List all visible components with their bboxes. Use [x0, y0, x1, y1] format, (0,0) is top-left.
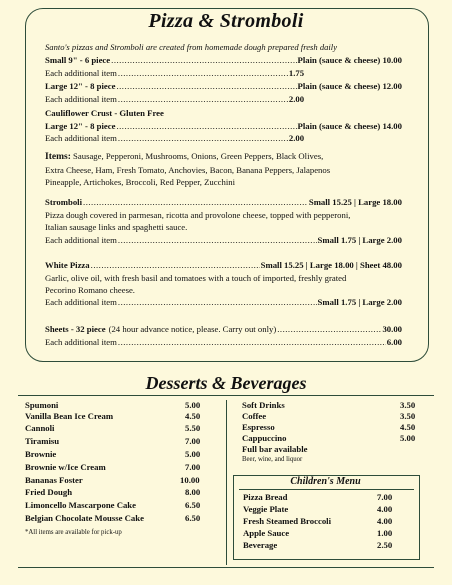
dot-leader — [118, 337, 386, 347]
dot-leader — [118, 235, 317, 245]
gluten-free-line — [45, 121, 402, 132]
item-price: 4.50 — [185, 411, 201, 421]
pizza-section-title: Pizza & Stromboli — [148, 10, 304, 32]
white-pizza-add-label: Each additional item — [45, 297, 117, 307]
item-name: Cannoli — [25, 423, 55, 433]
items-text-2: Extra Cheese, Ham, Fresh Tomato, Anchovies, Bacon, Banana Peppers, Jalapenos — [45, 164, 331, 175]
large-add-line — [45, 94, 402, 105]
list-item — [243, 540, 413, 551]
list-item — [25, 411, 210, 422]
item-price: 5.00 — [185, 449, 201, 459]
item-name: Pizza Bread — [243, 492, 288, 502]
item-price: 5.00 — [185, 400, 201, 410]
list-item — [242, 411, 422, 422]
item-name: Vanilla Bean Ice Cream — [25, 411, 114, 421]
item-name: Espresso — [242, 422, 275, 432]
gluten-free-add-price: 2.00 — [288, 133, 305, 143]
item-price: 3.50 — [400, 411, 416, 421]
stromboli-desc-1: Pizza dough covered in parmesan, ricotta and provolone cheese, topped with pepperoni, — [45, 210, 351, 220]
item-name: Fried Dough — [25, 487, 73, 497]
gluten-free-heading: Cauliflower Crust - Gluten Free — [45, 108, 164, 118]
small-add-line — [45, 68, 402, 79]
gluten-free-price: Plain (sauce & cheese) 14.00 — [297, 121, 402, 131]
stromboli-line — [45, 197, 402, 208]
list-item — [25, 436, 210, 447]
large-pizza-price: Plain (sauce & cheese) 12.00 — [297, 81, 402, 91]
item-name: Bananas Foster — [25, 475, 83, 485]
list-item — [25, 475, 210, 486]
sheets-label: Sheets - 32 piece — [45, 324, 106, 334]
item-price: 6.50 — [185, 500, 201, 510]
item-name: Full bar available — [242, 444, 308, 454]
gluten-free-add-label: Each additional item — [45, 133, 117, 143]
list-item — [25, 449, 210, 460]
dot-leader — [277, 324, 381, 334]
list-item — [25, 423, 210, 434]
item-name: Belgian Chocolate Mousse Cake — [25, 513, 144, 523]
sheets-line — [45, 324, 402, 335]
topping-items — [45, 150, 405, 189]
dot-leader — [118, 133, 288, 143]
dot-leader — [91, 260, 260, 270]
full-bar-note: Beer, wine, and liquor — [242, 456, 303, 463]
item-name: Tiramisu — [25, 436, 60, 446]
item-name: Apple Sauce — [243, 528, 290, 538]
white-pizza-desc-2: Pecorino Romano cheese. — [45, 285, 135, 295]
list-item — [242, 400, 422, 411]
section-divider-top — [18, 395, 434, 396]
item-price: 7.00 — [377, 492, 393, 502]
item-price: 4.00 — [377, 516, 393, 526]
sheets-note: (24 hour advance notice, please. Carry out only) — [108, 324, 277, 334]
gluten-free-add-line — [45, 133, 402, 144]
dot-leader — [83, 197, 308, 207]
full-bar-label — [242, 444, 422, 455]
white-pizza-add-line — [45, 297, 402, 308]
item-price: 4.00 — [377, 504, 393, 514]
stromboli-add-price: Small 1.75 | Large 2.00 — [317, 235, 402, 245]
large-add-price: 2.00 — [288, 94, 305, 104]
sheets-add-line — [45, 337, 402, 348]
large-add-label: Each additional item — [45, 94, 117, 104]
item-price: 5.00 — [400, 433, 416, 443]
large-pizza-label: Large 12" - 8 piece — [45, 81, 116, 91]
pizza-intro: Santo's pizzas and Stromboli are created from homemade dough prepared fresh daily — [45, 42, 338, 52]
item-price: 3.50 — [400, 400, 416, 410]
children-menu-divider — [239, 489, 414, 490]
dot-leader — [118, 68, 288, 78]
item-price: 10.00 — [180, 475, 200, 485]
item-price: 8.00 — [185, 487, 201, 497]
children-menu-title: Children's Menu — [290, 476, 361, 487]
item-name: Limoncello Mascarpone Cake — [25, 500, 136, 510]
items-text-3: Pineapple, Artichokes, Broccoli, Red Pepper, Zucchini — [45, 177, 236, 188]
dot-leader — [116, 121, 296, 131]
list-item — [25, 500, 210, 511]
item-name: Cappuccino — [242, 433, 287, 443]
item-name: Fresh Steamed Broccoli — [243, 516, 331, 526]
item-name: Brownie — [25, 449, 57, 459]
item-name: Brownie w/Ice Cream — [25, 462, 106, 472]
large-pizza-line — [45, 81, 402, 92]
list-item — [243, 516, 413, 527]
list-item — [25, 462, 210, 473]
stromboli-add-label: Each additional item — [45, 235, 117, 245]
stromboli-desc-2: Italian sausage links and spaghetti sauce. — [45, 222, 188, 232]
small-add-price: 1.75 — [288, 68, 305, 78]
item-name: Coffee — [242, 411, 267, 421]
stromboli-label: Stromboli — [45, 197, 83, 207]
list-item — [242, 433, 422, 444]
items-text-1: Sausage, Pepperoni, Mushrooms, Onions, Green Peppers, Black Olives, — [73, 151, 324, 161]
item-price: 4.50 — [400, 422, 416, 432]
white-pizza-label: White Pizza — [45, 260, 90, 270]
dot-leader — [116, 81, 296, 91]
column-divider — [226, 400, 227, 565]
small-pizza-label: Small 9" - 6 piece — [45, 55, 111, 65]
section-divider-bottom — [18, 567, 434, 568]
dot-leader — [118, 297, 317, 307]
small-pizza-line — [45, 55, 402, 66]
item-price: 2.50 — [377, 540, 393, 550]
list-item — [242, 422, 422, 433]
item-price: 7.00 — [185, 462, 201, 472]
items-label: Items: — [45, 152, 71, 162]
white-pizza-desc-1: Garlic, olive oil, with fresh basil and tomatoes with a touch of imported, freshly grated — [45, 273, 347, 283]
list-item — [243, 504, 413, 515]
list-item — [243, 528, 413, 539]
desserts-section-title: Desserts & Beverages — [145, 373, 307, 393]
item-price: 5.50 — [185, 423, 201, 433]
white-pizza-add-price: Small 1.75 | Large 2.00 — [317, 297, 402, 307]
list-item — [25, 487, 210, 498]
white-pizza-line — [45, 260, 402, 271]
item-price: 1.00 — [377, 528, 393, 538]
sheets-add-price: 6.00 — [386, 337, 402, 347]
list-item — [25, 400, 210, 411]
sheets-price: 30.00 — [382, 324, 402, 334]
stromboli-price: Small 15.25 | Large 18.00 — [308, 197, 402, 207]
dot-leader — [118, 94, 288, 104]
dot-leader — [111, 55, 296, 65]
item-name: Veggie Plate — [243, 504, 289, 514]
small-pizza-price: Plain (sauce & cheese) 10.00 — [297, 55, 402, 65]
stromboli-add-line — [45, 235, 402, 246]
list-item — [243, 492, 413, 503]
gluten-free-label: Large 12" - 8 piece — [45, 121, 116, 131]
item-price: 7.00 — [185, 436, 201, 446]
item-name: Soft Drinks — [242, 400, 285, 410]
item-name: Spumoni — [25, 400, 59, 410]
sheets-add-label: Each additional item — [45, 337, 117, 347]
white-pizza-price: Small 15.25 | Large 18.00 | Sheet 48.00 — [260, 260, 402, 270]
list-item — [25, 513, 210, 524]
pickup-note: *All items are available for pick-up — [25, 529, 122, 536]
item-name: Beverage — [243, 540, 278, 550]
item-price: 6.50 — [185, 513, 201, 523]
small-add-label: Each additional item — [45, 68, 117, 78]
